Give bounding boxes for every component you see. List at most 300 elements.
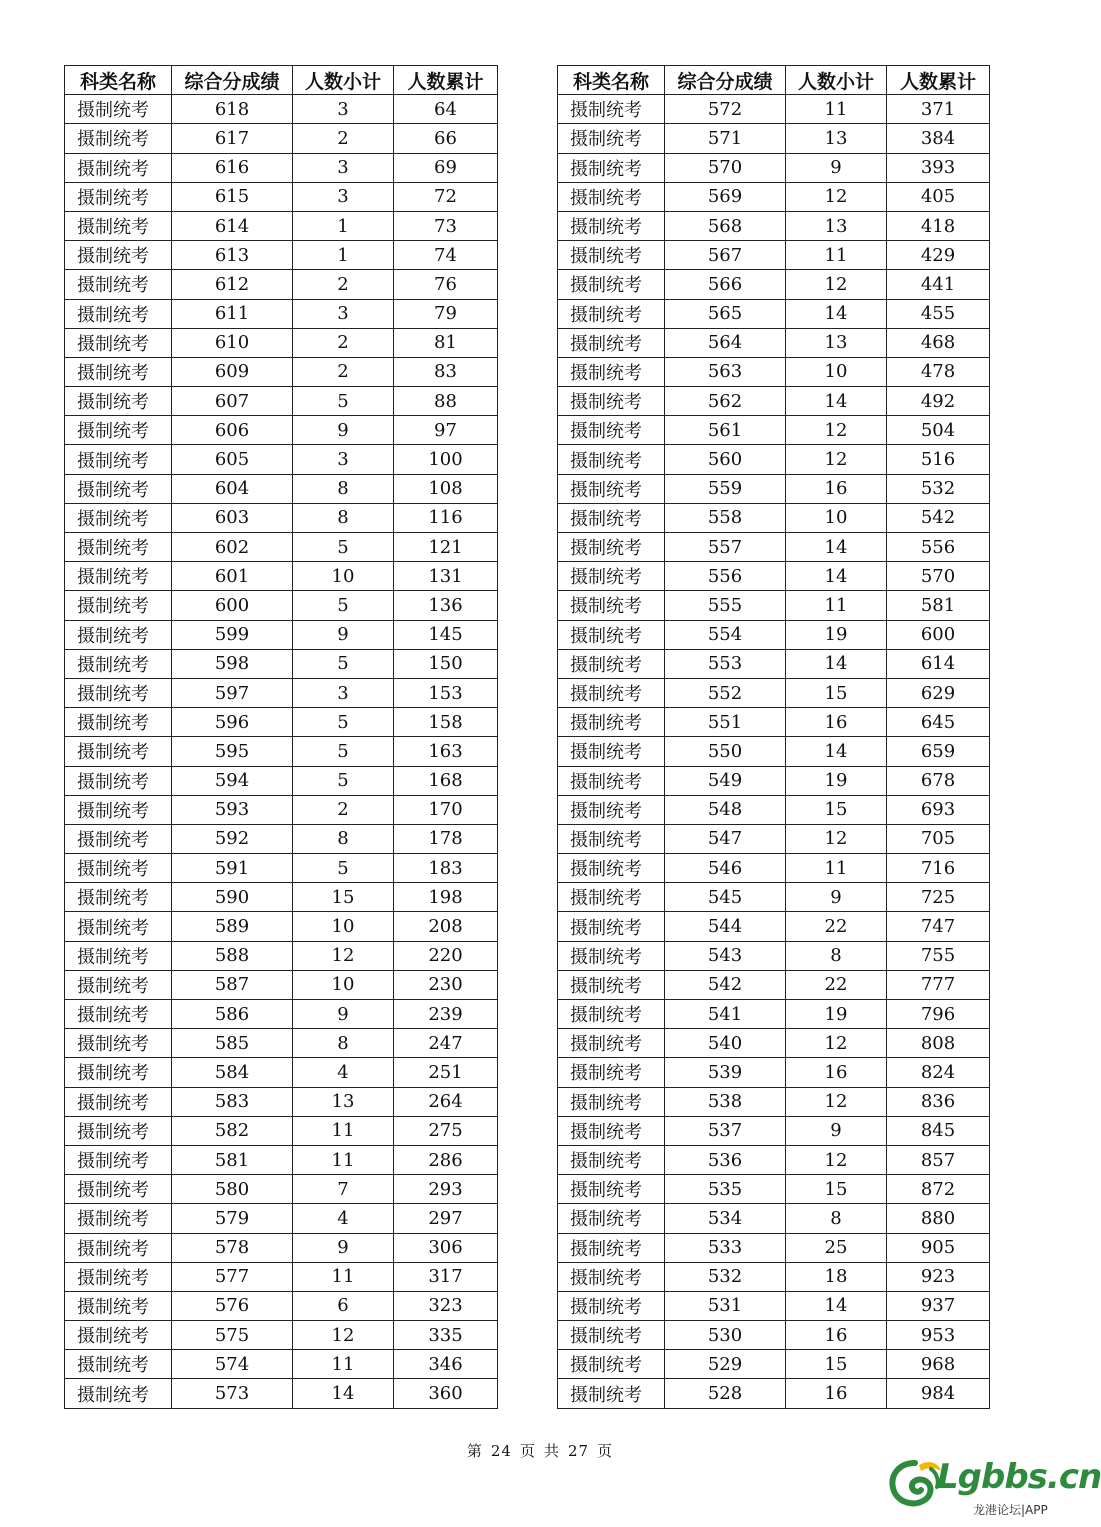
table-row	[558, 445, 990, 474]
cell-cumulative: 629	[887, 678, 990, 707]
cell-category: 摄制统考	[65, 795, 172, 824]
cell-category: 摄制统考	[65, 1379, 172, 1408]
table-row	[65, 1175, 498, 1204]
cell-count: 4	[293, 1058, 394, 1087]
cell-score: 575	[172, 1321, 293, 1350]
table-row	[558, 474, 990, 503]
table-row	[558, 824, 990, 853]
cell-category: 摄制统考	[558, 1379, 665, 1408]
cell-count: 12	[786, 416, 887, 445]
cell-category: 摄制统考	[65, 211, 172, 240]
cell-cumulative: 346	[394, 1350, 498, 1379]
cell-score: 612	[172, 270, 293, 299]
cell-score: 567	[665, 241, 786, 270]
cell-count: 11	[786, 591, 887, 620]
cell-count: 11	[786, 95, 887, 124]
table-row	[65, 708, 498, 737]
table-row	[558, 95, 990, 124]
table-row	[65, 1029, 498, 1058]
cell-category: 摄制统考	[558, 649, 665, 678]
cell-category: 摄制统考	[558, 766, 665, 795]
cell-score: 545	[665, 883, 786, 912]
cell-category: 摄制统考	[558, 357, 665, 386]
cell-category: 摄制统考	[65, 533, 172, 562]
cell-score: 597	[172, 678, 293, 707]
cell-count: 9	[293, 1233, 394, 1262]
cell-score: 588	[172, 941, 293, 970]
cell-category: 摄制统考	[558, 591, 665, 620]
cell-category: 摄制统考	[558, 533, 665, 562]
cell-category: 摄制统考	[65, 1029, 172, 1058]
cell-count: 15	[786, 678, 887, 707]
cell-score: 532	[665, 1262, 786, 1291]
cell-score: 559	[665, 474, 786, 503]
table-row	[65, 474, 498, 503]
table-row	[558, 1379, 990, 1408]
cell-score: 569	[665, 182, 786, 211]
cell-category: 摄制统考	[558, 474, 665, 503]
cell-category: 摄制统考	[65, 912, 172, 941]
table-row	[558, 1029, 990, 1058]
cell-cumulative: 293	[394, 1175, 498, 1204]
cell-cumulative: 208	[394, 912, 498, 941]
cell-score: 528	[665, 1379, 786, 1408]
cell-category: 摄制统考	[65, 1000, 172, 1029]
table-row	[65, 299, 498, 328]
table-row	[558, 854, 990, 883]
table-row	[558, 299, 990, 328]
cell-count: 14	[293, 1379, 394, 1408]
cell-score: 606	[172, 416, 293, 445]
cell-count: 6	[293, 1291, 394, 1320]
cell-score: 598	[172, 649, 293, 678]
table-row	[558, 503, 990, 532]
cell-category: 摄制统考	[65, 883, 172, 912]
cell-count: 14	[786, 533, 887, 562]
cell-cumulative: 429	[887, 241, 990, 270]
cell-category: 摄制统考	[558, 1204, 665, 1233]
cell-category: 摄制统考	[558, 241, 665, 270]
table-row	[65, 1350, 498, 1379]
table-row	[65, 649, 498, 678]
footer-label-gong: 共	[544, 1442, 561, 1460]
cell-score: 604	[172, 474, 293, 503]
cell-count: 9	[786, 883, 887, 912]
cell-count: 5	[293, 533, 394, 562]
table-row	[558, 1058, 990, 1087]
table-row	[65, 912, 498, 941]
cell-count: 19	[786, 766, 887, 795]
cell-score: 554	[665, 620, 786, 649]
cell-count: 25	[786, 1233, 887, 1262]
cell-score: 531	[665, 1291, 786, 1320]
cell-category: 摄制统考	[558, 445, 665, 474]
table-row	[65, 562, 498, 591]
cell-score: 529	[665, 1350, 786, 1379]
cell-category: 摄制统考	[558, 1087, 665, 1116]
cell-score: 553	[665, 649, 786, 678]
cell-category: 摄制统考	[558, 1321, 665, 1350]
cell-score: 547	[665, 824, 786, 853]
header-cumulative: 人数累计	[394, 66, 498, 95]
cell-cumulative: 239	[394, 1000, 498, 1029]
cell-score: 593	[172, 795, 293, 824]
cell-cumulative: 747	[887, 912, 990, 941]
cell-count: 2	[293, 328, 394, 357]
table-row	[558, 941, 990, 970]
cell-cumulative: 824	[887, 1058, 990, 1087]
cell-count: 9	[293, 1000, 394, 1029]
cell-score: 530	[665, 1321, 786, 1350]
cell-cumulative: 542	[887, 503, 990, 532]
cell-category: 摄制统考	[65, 241, 172, 270]
cell-score: 551	[665, 708, 786, 737]
cell-cumulative: 755	[887, 941, 990, 970]
cell-cumulative: 570	[887, 562, 990, 591]
cell-category: 摄制统考	[65, 357, 172, 386]
cell-score: 594	[172, 766, 293, 795]
cell-cumulative: 88	[394, 387, 498, 416]
cell-category: 摄制统考	[558, 182, 665, 211]
cell-category: 摄制统考	[65, 1233, 172, 1262]
cell-cumulative: 581	[887, 591, 990, 620]
score-table-right	[557, 65, 990, 1409]
cell-category: 摄制统考	[65, 620, 172, 649]
cell-category: 摄制统考	[558, 678, 665, 707]
cell-count: 3	[293, 95, 394, 124]
cell-cumulative: 131	[394, 562, 498, 591]
header-score: 综合分成绩	[172, 66, 293, 95]
cell-count: 11	[786, 854, 887, 883]
cell-score: 589	[172, 912, 293, 941]
cell-cumulative: 198	[394, 883, 498, 912]
cell-cumulative: 136	[394, 591, 498, 620]
cell-count: 5	[293, 737, 394, 766]
cell-cumulative: 441	[887, 270, 990, 299]
cell-score: 573	[172, 1379, 293, 1408]
table-row	[65, 1145, 498, 1174]
cell-count: 3	[293, 182, 394, 211]
table-row	[65, 445, 498, 474]
table-row	[65, 387, 498, 416]
cell-count: 16	[786, 1058, 887, 1087]
cell-cumulative: 492	[887, 387, 990, 416]
cell-count: 16	[786, 1321, 887, 1350]
cell-cumulative: 678	[887, 766, 990, 795]
cell-score: 603	[172, 503, 293, 532]
header-cumulative: 人数累计	[887, 66, 990, 95]
cell-category: 摄制统考	[65, 854, 172, 883]
table-row	[65, 766, 498, 795]
cell-category: 摄制统考	[558, 1175, 665, 1204]
cell-score: 582	[172, 1116, 293, 1145]
cell-cumulative: 716	[887, 854, 990, 883]
cell-cumulative: 121	[394, 533, 498, 562]
cell-cumulative: 796	[887, 1000, 990, 1029]
cell-score: 614	[172, 211, 293, 240]
cell-score: 561	[665, 416, 786, 445]
table-row	[558, 416, 990, 445]
cell-category: 摄制统考	[65, 1262, 172, 1291]
cell-cumulative: 504	[887, 416, 990, 445]
table-row	[558, 649, 990, 678]
cell-category: 摄制统考	[558, 95, 665, 124]
cell-cumulative: 478	[887, 357, 990, 386]
score-table-left	[64, 65, 498, 1409]
cell-category: 摄制统考	[65, 182, 172, 211]
header-category: 科类名称	[65, 66, 172, 95]
cell-category: 摄制统考	[65, 299, 172, 328]
cell-count: 16	[786, 1379, 887, 1408]
cell-score: 572	[665, 95, 786, 124]
cell-count: 13	[786, 328, 887, 357]
cell-count: 5	[293, 854, 394, 883]
cell-score: 565	[665, 299, 786, 328]
cell-score: 533	[665, 1233, 786, 1262]
cell-category: 摄制统考	[65, 1145, 172, 1174]
cell-cumulative: 108	[394, 474, 498, 503]
cell-cumulative: 79	[394, 299, 498, 328]
cell-category: 摄制统考	[65, 1116, 172, 1145]
cell-count: 11	[293, 1350, 394, 1379]
cell-count: 8	[293, 474, 394, 503]
cell-count: 15	[786, 1175, 887, 1204]
cell-score: 610	[172, 328, 293, 357]
cell-count: 8	[786, 1204, 887, 1233]
cell-score: 535	[665, 1175, 786, 1204]
cell-category: 摄制统考	[558, 708, 665, 737]
cell-count: 3	[293, 445, 394, 474]
cell-cumulative: 69	[394, 153, 498, 182]
cell-category: 摄制统考	[558, 153, 665, 182]
table-row	[558, 883, 990, 912]
table-row	[65, 95, 498, 124]
cell-cumulative: 153	[394, 678, 498, 707]
cell-category: 摄制统考	[558, 941, 665, 970]
cell-cumulative: 297	[394, 1204, 498, 1233]
cell-category: 摄制统考	[558, 299, 665, 328]
table-row	[65, 591, 498, 620]
cell-category: 摄制统考	[558, 620, 665, 649]
table-row	[65, 1087, 498, 1116]
cell-count: 14	[786, 299, 887, 328]
cell-count: 1	[293, 241, 394, 270]
cell-score: 570	[665, 153, 786, 182]
cell-cumulative: 323	[394, 1291, 498, 1320]
cell-cumulative: 247	[394, 1029, 498, 1058]
cell-cumulative: 705	[887, 824, 990, 853]
cell-category: 摄制统考	[558, 270, 665, 299]
cell-category: 摄制统考	[65, 387, 172, 416]
table-row	[558, 766, 990, 795]
cell-count: 11	[293, 1145, 394, 1174]
cell-category: 摄制统考	[558, 1029, 665, 1058]
cell-cumulative: 556	[887, 533, 990, 562]
cell-score: 552	[665, 678, 786, 707]
cell-cumulative: 286	[394, 1145, 498, 1174]
table-row	[65, 182, 498, 211]
cell-category: 摄制统考	[558, 795, 665, 824]
cell-count: 5	[293, 766, 394, 795]
cell-count: 15	[786, 1350, 887, 1379]
cell-score: 538	[665, 1087, 786, 1116]
cell-score: 546	[665, 854, 786, 883]
cell-cumulative: 220	[394, 941, 498, 970]
cell-cumulative: 74	[394, 241, 498, 270]
cell-count: 12	[786, 182, 887, 211]
cell-count: 11	[786, 241, 887, 270]
table-row	[65, 153, 498, 182]
cell-category: 摄制统考	[65, 270, 172, 299]
cell-count: 9	[786, 153, 887, 182]
cell-count: 3	[293, 153, 394, 182]
cell-score: 543	[665, 941, 786, 970]
cell-count: 4	[293, 1204, 394, 1233]
cell-category: 摄制统考	[65, 416, 172, 445]
cell-cumulative: 905	[887, 1233, 990, 1262]
cell-score: 587	[172, 970, 293, 999]
cell-count: 16	[786, 474, 887, 503]
table-row	[65, 1204, 498, 1233]
table-row	[65, 211, 498, 240]
cell-cumulative: 455	[887, 299, 990, 328]
cell-category: 摄制统考	[558, 970, 665, 999]
cell-cumulative: 968	[887, 1350, 990, 1379]
cell-cumulative: 872	[887, 1175, 990, 1204]
cell-count: 12	[786, 445, 887, 474]
table-row	[558, 124, 990, 153]
cell-cumulative: 516	[887, 445, 990, 474]
cell-count: 8	[786, 941, 887, 970]
cell-cumulative: 66	[394, 124, 498, 153]
table-row	[558, 1233, 990, 1262]
cell-count: 10	[293, 970, 394, 999]
cell-cumulative: 100	[394, 445, 498, 474]
cell-score: 566	[665, 270, 786, 299]
cell-score: 596	[172, 708, 293, 737]
cell-cumulative: 953	[887, 1321, 990, 1350]
cell-category: 摄制统考	[65, 328, 172, 357]
table-row	[558, 182, 990, 211]
cell-category: 摄制统考	[558, 1233, 665, 1262]
cell-score: 571	[665, 124, 786, 153]
cell-cumulative: 645	[887, 708, 990, 737]
cell-count: 3	[293, 299, 394, 328]
cell-cumulative: 335	[394, 1321, 498, 1350]
cell-category: 摄制统考	[65, 970, 172, 999]
cell-cumulative: 73	[394, 211, 498, 240]
table-row	[558, 357, 990, 386]
cell-cumulative: 76	[394, 270, 498, 299]
cell-count: 14	[786, 737, 887, 766]
cell-category: 摄制统考	[558, 1058, 665, 1087]
cell-count: 14	[786, 387, 887, 416]
cell-cumulative: 116	[394, 503, 498, 532]
cell-score: 542	[665, 970, 786, 999]
footer-total-pages: 27	[568, 1442, 590, 1460]
cell-score: 541	[665, 1000, 786, 1029]
cell-count: 5	[293, 708, 394, 737]
cell-score: 560	[665, 445, 786, 474]
cell-score: 618	[172, 95, 293, 124]
cell-cumulative: 937	[887, 1291, 990, 1320]
table-row	[558, 153, 990, 182]
cell-cumulative: 183	[394, 854, 498, 883]
table-row	[65, 1291, 498, 1320]
cell-cumulative: 163	[394, 737, 498, 766]
cell-count: 9	[786, 1116, 887, 1145]
cell-category: 摄制统考	[65, 1321, 172, 1350]
footer-label-ye-end: 页	[597, 1442, 614, 1460]
cell-score: 585	[172, 1029, 293, 1058]
watermark-logo	[885, 1455, 1101, 1520]
cell-category: 摄制统考	[65, 1350, 172, 1379]
cell-category: 摄制统考	[558, 1116, 665, 1145]
cell-category: 摄制统考	[558, 328, 665, 357]
cell-category: 摄制统考	[65, 1058, 172, 1087]
cell-score: 568	[665, 211, 786, 240]
cell-count: 5	[293, 591, 394, 620]
cell-score: 611	[172, 299, 293, 328]
table-row	[558, 970, 990, 999]
cell-count: 9	[293, 620, 394, 649]
cell-cumulative: 64	[394, 95, 498, 124]
cell-category: 摄制统考	[558, 503, 665, 532]
table-row	[558, 1145, 990, 1174]
cell-count: 19	[786, 620, 887, 649]
cell-count: 9	[293, 416, 394, 445]
cell-cumulative: 808	[887, 1029, 990, 1058]
cell-score: 564	[665, 328, 786, 357]
cell-count: 14	[786, 649, 887, 678]
cell-category: 摄制统考	[65, 503, 172, 532]
cell-count: 1	[293, 211, 394, 240]
cell-count: 2	[293, 270, 394, 299]
footer-label-ye: 页	[519, 1442, 536, 1460]
cell-score: 536	[665, 1145, 786, 1174]
table-row	[558, 912, 990, 941]
cell-category: 摄制统考	[65, 153, 172, 182]
cell-cumulative: 405	[887, 182, 990, 211]
cell-score: 595	[172, 737, 293, 766]
table-row	[65, 1233, 498, 1262]
cell-score: 556	[665, 562, 786, 591]
cell-score: 557	[665, 533, 786, 562]
table-row	[65, 533, 498, 562]
table-row	[65, 678, 498, 707]
cell-count: 8	[293, 503, 394, 532]
cell-category: 摄制统考	[65, 562, 172, 591]
cell-category: 摄制统考	[558, 1350, 665, 1379]
cell-category: 摄制统考	[65, 649, 172, 678]
cell-count: 14	[786, 1291, 887, 1320]
cell-category: 摄制统考	[65, 766, 172, 795]
watermark-brand: Lgbbs.cn	[937, 1457, 1101, 1497]
table-row	[65, 1262, 498, 1291]
cell-count: 2	[293, 795, 394, 824]
cell-score: 592	[172, 824, 293, 853]
cell-cumulative: 251	[394, 1058, 498, 1087]
cell-score: 580	[172, 1175, 293, 1204]
cell-cumulative: 178	[394, 824, 498, 853]
cell-cumulative: 384	[887, 124, 990, 153]
cell-cumulative: 845	[887, 1116, 990, 1145]
cell-count: 19	[786, 1000, 887, 1029]
cell-count: 13	[293, 1087, 394, 1116]
cell-count: 5	[293, 387, 394, 416]
cell-count: 10	[786, 503, 887, 532]
table-row	[65, 795, 498, 824]
